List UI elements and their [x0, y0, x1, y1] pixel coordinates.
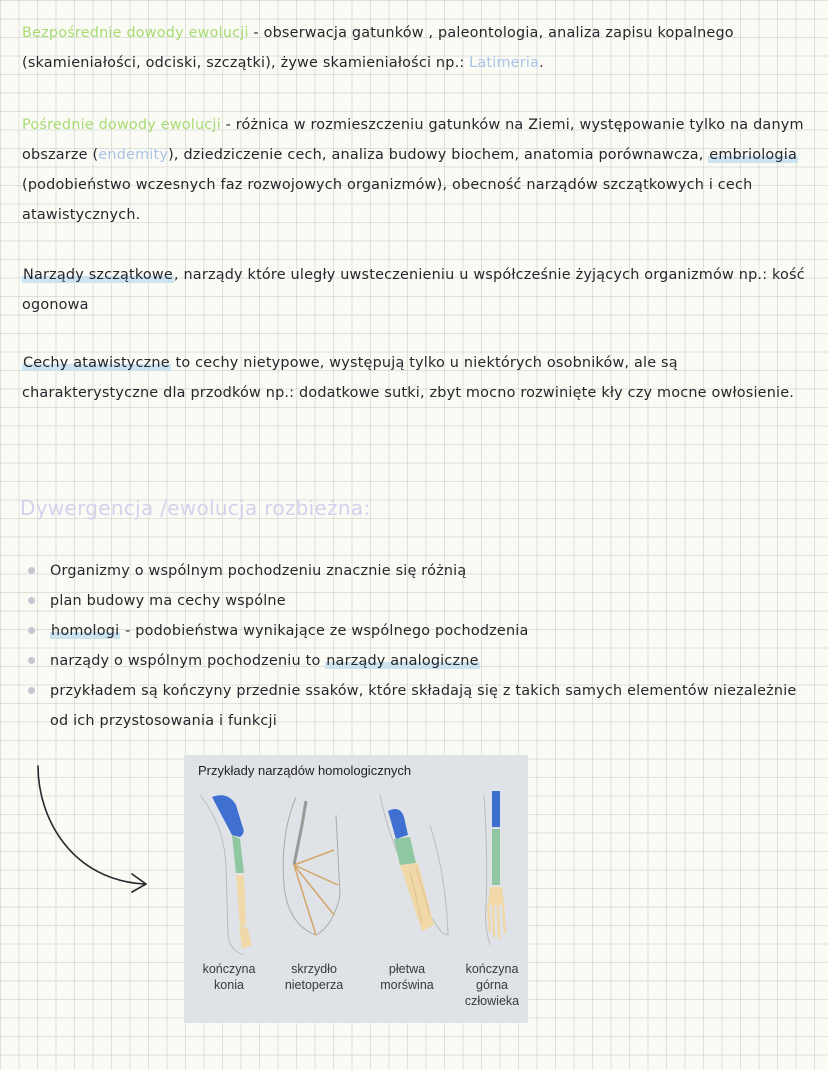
divergence-bullet-list: [22, 556, 812, 736]
human-arm-illustration: [484, 791, 505, 945]
section-title-divergence: Dywergencja /ewolucja rozbieżna:: [20, 496, 371, 520]
figure-title: Przykłady narządów homologicznych: [198, 763, 412, 778]
paragraph-vestigial-organs: [22, 260, 817, 320]
bullet-dot-icon: [28, 627, 35, 634]
list-item: plan budowy ma cechy wspólne: [22, 586, 812, 616]
term-vestigial-organs: Narządy szczątkowe: [23, 267, 173, 283]
indirect-evidence-text-3: (podobieństwo wczesnych faz rozwojowych organizmów), obecność narządów szczątkowych i cech atawistycznych.: [22, 177, 753, 223]
caption-bat: skrzydło nietoperza: [284, 962, 344, 992]
walrus-flipper-illustration: [380, 795, 448, 935]
bat-wing-illustration: [283, 797, 340, 935]
term-endemity: endemity: [98, 147, 169, 163]
bullet-dot-icon: [28, 687, 35, 694]
term-direct-evidence: Bezpośrednie dowody ewolucji: [22, 25, 249, 41]
term-homologi: homologi: [51, 623, 120, 639]
indirect-evidence-text-1: - różnica w rozmieszczeniu gatunków na Ziemi, występowanie tylko na danym obszarze (: [22, 117, 804, 163]
curved-arrow-icon: [28, 760, 158, 900]
list-item: przykładem są kończyny przednie ssaków, które składają się z takich samych elementów niezależnie od ich przystosowania i funkcji: [22, 676, 812, 736]
term-atavistic-traits: Cechy atawistyczne: [23, 355, 170, 371]
term-analogous-organs: narządy analogiczne: [326, 653, 479, 669]
homologous-organs-figure: [184, 755, 528, 1023]
list-item: homologi - podobieństwa wynikające ze wspólnego pochodzenia: [22, 616, 812, 646]
caption-walrus: płetwa morświna: [380, 962, 434, 992]
list-item: Organizmy o wspólnym pochodzeniu znacznie się różnią: [22, 556, 812, 586]
term-indirect-evidence: Pośrednie dowody ewolucji: [22, 117, 221, 133]
paragraph-indirect-evidence: [22, 110, 817, 230]
bullet-dot-icon: [28, 657, 35, 664]
example-latimeria: Latimeria: [469, 55, 540, 71]
indirect-evidence-text-2: ), dziedziczenie cech, analiza budowy biochem, anatomia porównawcza,: [168, 147, 709, 163]
caption-horse: kończyna konia: [202, 962, 256, 992]
term-embriologia: embriologia: [709, 147, 797, 163]
bullet-dot-icon: [28, 597, 35, 604]
period: .: [539, 55, 544, 71]
direct-evidence-text: - obserwacja gatunków , paleontologia, analiza zapisu kopalnego (skamieniałości, odciski, szczątki), żywe skamieniałości np.:: [22, 25, 734, 71]
paragraph-atavistic-traits: [22, 348, 817, 408]
list-item: narządy o wspólnym pochodzeniu to narządy analogiczne: [22, 646, 812, 676]
vestigial-organs-text: , narządy które uległy uwsteczenieniu u współcześnie żyjących organizmów np.: kość ogonowa: [22, 267, 805, 313]
horse-limb-illustration: [200, 795, 252, 955]
atavistic-traits-text: to cechy nietypowe, występują tylko u niektórych osobników, ale są charakterystyczne dla przodków np.: dodatkowe sutki, zbyt mocno rozwinięte kły czy mocne owłosienie.: [22, 355, 795, 401]
paragraph-direct-evidence: [22, 18, 817, 78]
caption-human: kończyna górna człowieka: [464, 962, 520, 1008]
bullet-dot-icon: [28, 567, 35, 574]
